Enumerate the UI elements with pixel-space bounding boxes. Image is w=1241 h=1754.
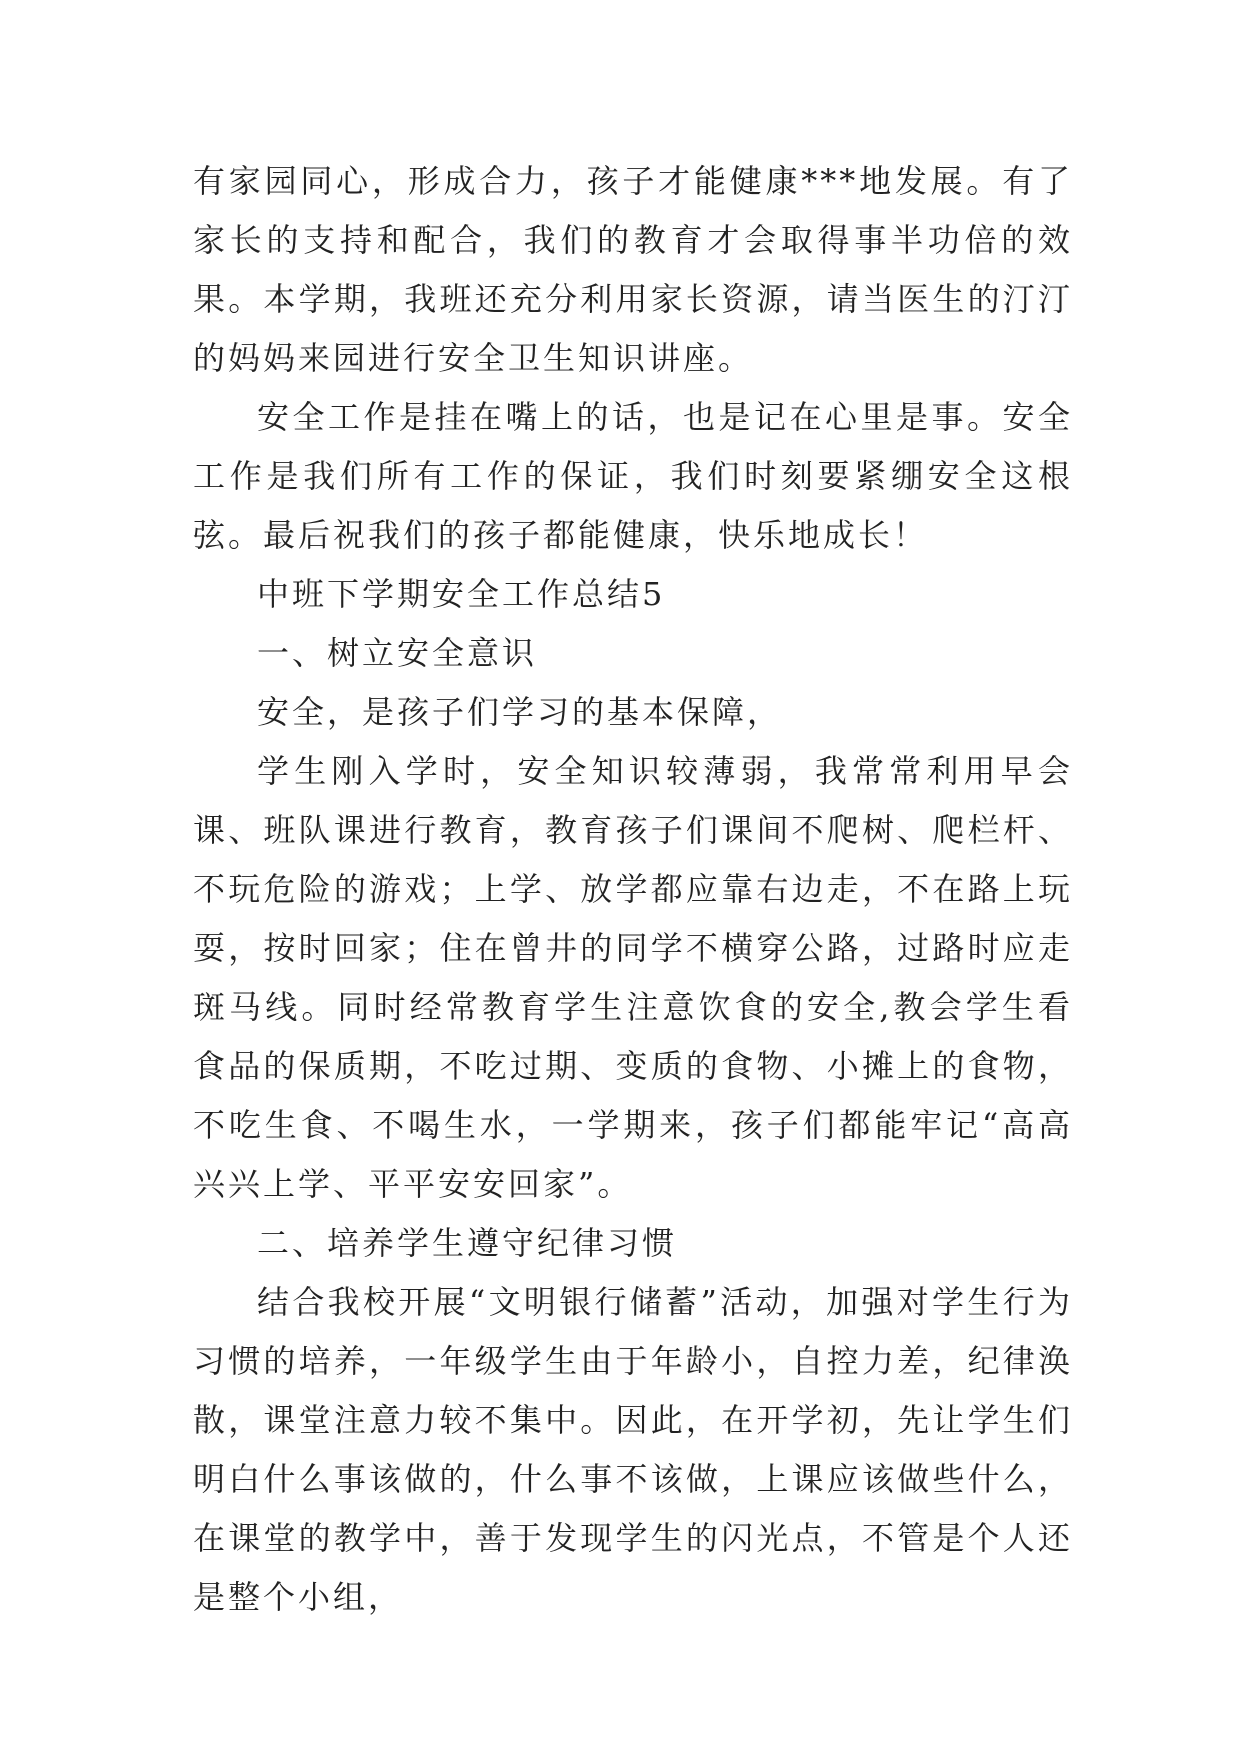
paragraph-family-cooperation: 有家园同心，形成合力，孩子才能健康***地发展。有了家长的支持和配合，我们的教育才会取得事半功倍的效果。本学期，我班还充分利用家长资源，请当医生的汀汀的妈妈来园进行安全卫生知识讲座。	[193, 162, 1073, 377]
document-body	[193, 152, 1073, 1627]
paragraph-safety-education: 学生刚入学时，安全知识较薄弱，我常常利用早会课、班队课进行教育，教育孩子们课间不爬树、爬栏杆、不玩危险的游戏；上学、放学都应靠右边走，不在路上玩耍，按时回家；住在曾井的同学不横穿公路，过路时应走斑马线。同时经常教育学生注意饮食的安全,教会学生看食品的保质期，不吃过期、变质的食物、小摊上的食物，不吃生食、不喝生水，一学期来，孩子们都能牢记“高高兴兴上学、平平安安回家”。	[193, 752, 1073, 1203]
section-heading-2: 二、培养学生遵守纪律习惯	[257, 1224, 678, 1262]
paragraph-safety-basis: 安全，是孩子们学习的基本保障，	[257, 693, 783, 731]
section-title: 中班下学期安全工作总结5	[257, 575, 666, 613]
paragraph-discipline-habits: 结合我校开展“文明银行储蓄”活动，加强对学生行为习惯的培养，一年级学生由于年龄小，自控力差，纪律涣散，课堂注意力较不集中。因此，在开学初，先让学生们明白什么事该做的，什么事不该做，上课应该做些什么，在课堂的教学中，善于发现学生的闪光点，不管是个人还是整个小组，	[193, 1283, 1073, 1616]
paragraph-safety-closing: 安全工作是挂在嘴上的话，也是记在心里是事。安全工作是我们所有工作的保证，我们时刻要紧绷安全这根弦。最后祝我们的孩子都能健康，快乐地成长！	[193, 398, 1073, 554]
section-heading-1: 一、树立安全意识	[257, 634, 538, 672]
